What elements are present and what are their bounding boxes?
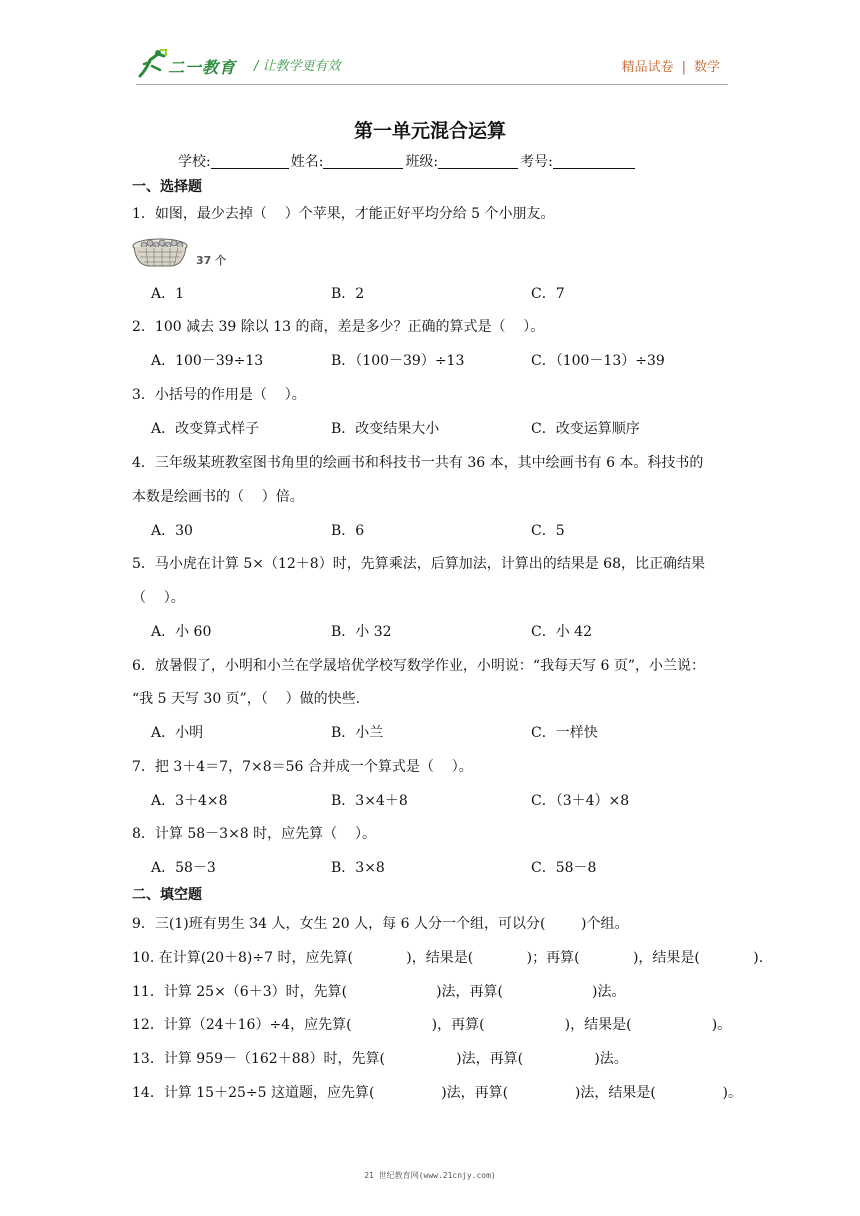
logo [136, 48, 248, 80]
q4-option-b[interactable]: B．6 [331, 523, 365, 539]
question-9: 9．三(1)班有男生 34 人，女生 20 人，每 6 人分一个组，可以分( )个组。 [132, 916, 629, 932]
q8-option-c[interactable]: C．58－8 [531, 860, 597, 876]
q8-option-b[interactable]: B．3×8 [331, 860, 385, 876]
header-divider [136, 84, 728, 85]
question-3: 3．小括号的作用是（ ）。 [132, 387, 306, 403]
q3-option-b[interactable]: B．改变结果大小 [331, 421, 440, 437]
q5-option-b[interactable]: B．小 32 [331, 624, 392, 640]
page-title: 第一单元混合运算 [353, 120, 506, 142]
name-blank[interactable] [323, 154, 403, 169]
question-8: 8．计算 58－3×8 时，应先算（ ）。 [132, 826, 376, 842]
school-blank[interactable] [211, 154, 289, 169]
exam-no-label: 考号: [520, 154, 553, 170]
question-2: 2．100 减去 39 除以 13 的商，差是多少？正确的算式是（ ）。 [132, 319, 545, 335]
q6-option-a[interactable]: A．小明 [151, 725, 204, 741]
header-separator: | [681, 60, 686, 75]
logo-text: 二一教育 [168, 58, 237, 77]
question-5-line-1: 5．马小虎在计算 5×（12＋8）时，先算乘法，后算加法，计算出的结果是 68，比正确结果 [132, 556, 705, 572]
exam-no-blank[interactable] [553, 154, 635, 169]
question-13: 13．计算 959－（162＋88）时，先算( )法，再算( )法。 [132, 1051, 628, 1067]
q2-option-c[interactable]: C．（100－13）÷39 [531, 353, 665, 369]
question-12: 12．计算（24＋16）÷4，应先算( )，再算( )，结果是( )。 [132, 1017, 732, 1033]
page-header [136, 46, 728, 82]
section-heading-choice: 一、选择题 [132, 179, 202, 195]
class-label: 班级: [405, 154, 439, 170]
name-label: 姓名: [290, 154, 324, 170]
page-footer: 21 世纪教育网(www.21cnjy.com) [364, 1171, 496, 1180]
header-label-subject: 数学 [693, 60, 720, 75]
question-14: 14．计算 15＋25÷5 这道题，应先算( )法，再算( )法，结果是( )。 [132, 1085, 743, 1101]
school-label: 学校: [178, 154, 211, 170]
apple-basket-figure [132, 236, 238, 268]
q8-option-a[interactable]: A．58－3 [151, 860, 216, 876]
q5-option-c[interactable]: C．小 42 [531, 624, 592, 640]
q3-option-c[interactable]: C．改变运算顺序 [531, 421, 640, 437]
q6-option-b[interactable]: B．小兰 [331, 725, 384, 741]
q3-option-a[interactable]: A．改变算式样子 [151, 421, 260, 437]
q6-option-c[interactable]: C．一样快 [531, 725, 598, 741]
q5-option-a[interactable]: A．小 60 [151, 624, 212, 640]
question-5-line-2: （ ）。 [132, 590, 185, 606]
q1-option-a[interactable]: A．1 [151, 286, 185, 302]
question-7: 7．把 3＋4＝7，7×8＝56 合并成一个算式是（ ）。 [132, 759, 473, 775]
slogan: / 让教学更有效 [254, 59, 341, 74]
question-4-line-2: 本数是绘画书的（ ）倍。 [132, 489, 304, 505]
question-10: 10. 在计算(20＋8)÷7 时，应先算( )，结果是( )；再算( )，结果是( ). [132, 950, 764, 966]
question-6-line-2: “我 5 天写 30 页”，（ ）做的快些. [132, 691, 361, 707]
q4-option-c[interactable]: C．5 [531, 523, 565, 539]
section-heading-fill: 二、填空题 [132, 887, 202, 903]
q2-option-b[interactable]: B．（100－39）÷13 [331, 353, 465, 369]
question-1: 1．如图，最少去掉（ ）个苹果，才能正好平均分给 5 个小朋友。 [132, 206, 555, 222]
student-info [178, 151, 637, 171]
q1-option-b[interactable]: B．2 [331, 286, 365, 302]
q7-option-b[interactable]: B．3×4＋8 [331, 793, 408, 809]
question-6-line-1: 6．放暑假了，小明和小兰在学晟培优学校写数学作业，小明说：“我每天写 6 页”，小兰说： [132, 658, 706, 674]
question-4-line-1: 4．三年级某班教室图书角里的绘画书和科技书一共有 36 本，其中绘画书有 6 本。科技书的 [132, 455, 704, 471]
question-11: 11．计算 25×（6＋3）时，先算( )法，再算( )法。 [132, 984, 626, 1000]
runner-logo-icon [136, 48, 168, 80]
q7-option-a[interactable]: A．3＋4×8 [151, 793, 228, 809]
q2-option-a[interactable]: A．100－39÷13 [151, 353, 264, 369]
header-label-premium: 精品试卷 [621, 60, 674, 75]
q4-option-a[interactable]: A．30 [151, 523, 193, 539]
class-blank[interactable] [438, 154, 518, 169]
header-right [622, 56, 720, 75]
q7-option-c[interactable]: C．（3＋4）×8 [531, 793, 630, 809]
apple-count-label: 37 个 [196, 254, 227, 267]
q1-option-c[interactable]: C．7 [531, 286, 565, 302]
